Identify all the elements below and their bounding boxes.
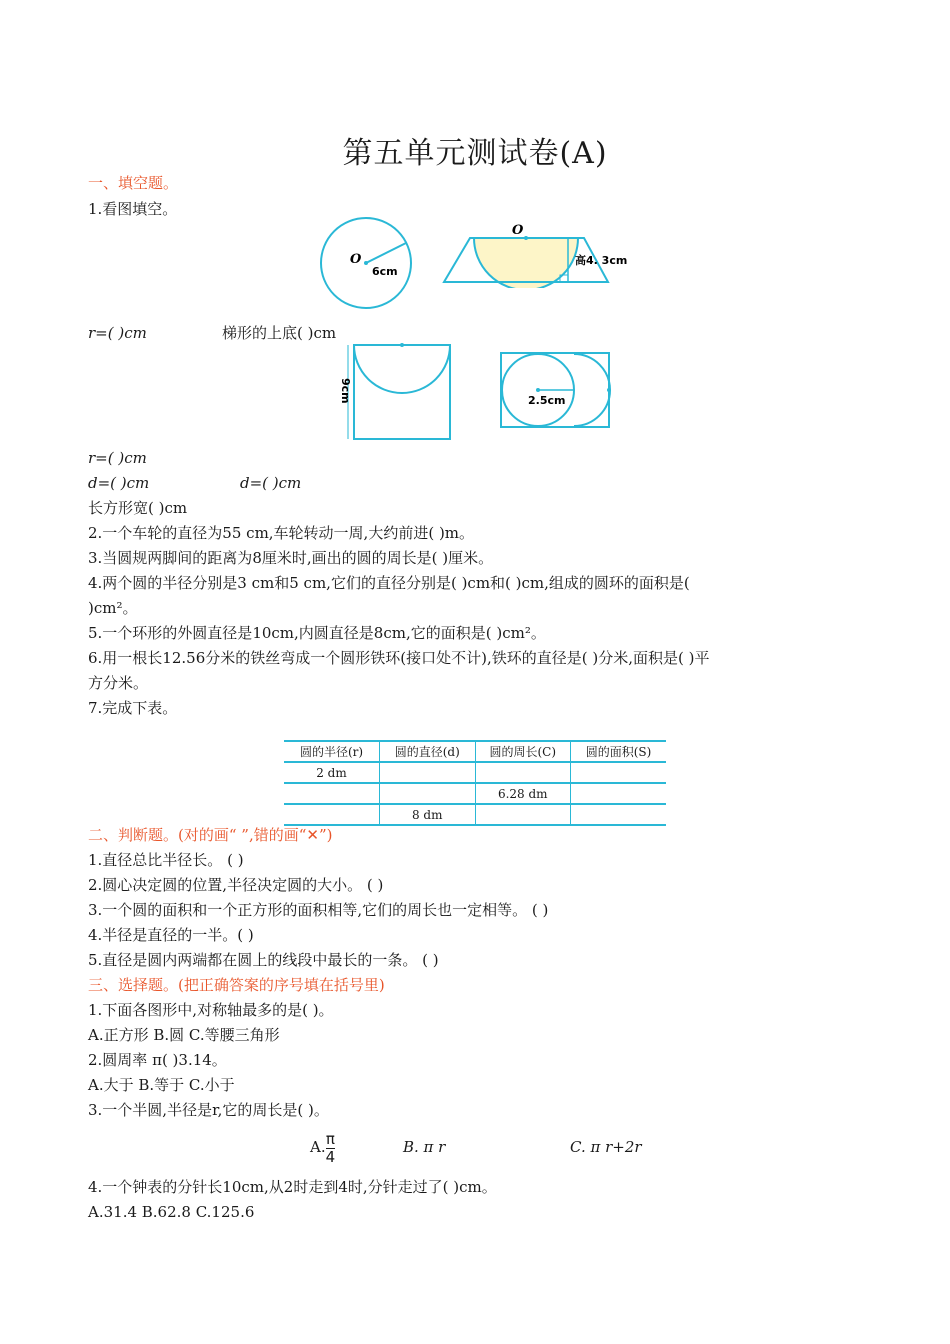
choice-question-3: 3.一个半圆,半径是r,它的周长是( )。 xyxy=(88,1101,329,1119)
side-label: 9cm xyxy=(339,378,352,404)
answer-r1: r=( )cm xyxy=(88,324,147,342)
table-cell xyxy=(284,783,380,804)
radius-label: 6cm xyxy=(372,265,398,278)
table-header: 圆的周长(C) xyxy=(475,741,571,762)
circle-table xyxy=(284,740,666,826)
fraction xyxy=(326,1131,336,1166)
page-title: 第五单元测试卷(A) xyxy=(342,136,608,171)
square-semicircle-figure xyxy=(336,340,456,442)
question-4-cont: )cm²。 xyxy=(88,599,138,617)
question-3: 3.当圆规两脚间的距离为8厘米时,画出的圆的周长是( )厘米。 xyxy=(88,549,494,567)
choice-option-3a xyxy=(310,1130,335,1166)
answer-trapezoid-top: 梯形的上底( )cm xyxy=(222,324,337,342)
table-cell xyxy=(475,762,571,783)
table-row xyxy=(284,783,666,804)
trapezoid-figure xyxy=(440,222,640,288)
question-6-cont: 方分米。 xyxy=(88,674,149,692)
answer-r2: r=( )cm xyxy=(88,449,147,467)
choice-options-1: A.正方形 B.圆 C.等腰三角形 xyxy=(88,1026,280,1044)
table-row xyxy=(284,804,666,825)
rectangle-circles-figure xyxy=(498,350,614,430)
judge-item-3: 3.一个圆的面积和一个正方形的面积相等,它们的周长也一定相等。 ( ) xyxy=(88,901,549,919)
circle-figure xyxy=(318,215,414,311)
question-1: 1.看图填空。 xyxy=(88,200,178,218)
table-cell: 6.28 dm xyxy=(475,783,571,804)
judge-item-2: 2.圆心决定圆的位置,半径决定圆的大小。 ( ) xyxy=(88,876,384,894)
table-cell: 8 dm xyxy=(380,804,476,825)
table-cell xyxy=(571,783,667,804)
question-5: 5.一个环形的外圆直径是10cm,内圆直径是8cm,它的面积是( )cm²。 xyxy=(88,624,546,642)
question-7: 7.完成下表。 xyxy=(88,699,178,717)
radius-label: 2.5cm xyxy=(528,394,566,407)
answer-d1: d=( )cm xyxy=(88,474,150,492)
table-cell xyxy=(475,804,571,825)
table-cell xyxy=(571,804,667,825)
section2-heading: 二、判断题。(对的画“ ”,错的画“✕”) xyxy=(88,826,333,844)
option-label: A. xyxy=(310,1138,326,1156)
judge-item-5: 5.直径是圆内两端都在圆上的线段中最长的一条。 ( ) xyxy=(88,951,439,969)
choice-question-2: 2.圆周率 π( )3.14。 xyxy=(88,1051,227,1069)
choice-option-3c: C. π r+2r xyxy=(570,1138,642,1156)
table-cell: 2 dm xyxy=(284,762,380,783)
choice-question-1: 1.下面各图形中,对称轴最多的是( )。 xyxy=(88,1001,334,1019)
question-6: 6.用一根长12.56分米的铁丝弯成一个圆形铁环(接口处不计),铁环的直径是( )分米,面积是( )平 xyxy=(88,649,710,667)
choice-options-4: A.31.4 B.62.8 C.125.6 xyxy=(88,1203,255,1221)
table-header: 圆的面积(S) xyxy=(571,741,667,762)
center-label: O xyxy=(350,252,362,267)
question-2: 2.一个车轮的直径为55 cm,车轮转动一周,大约前进( )m。 xyxy=(88,524,475,542)
table-cell xyxy=(380,783,476,804)
choice-options-2: A.大于 B.等于 C.小于 xyxy=(88,1076,235,1094)
answer-d2: d=( )cm xyxy=(240,474,302,492)
choice-option-3b: B. π r xyxy=(403,1138,446,1156)
judge-item-1: 1.直径总比半径长。 ( ) xyxy=(88,851,244,869)
table-header: 圆的半径(r) xyxy=(284,741,380,762)
table-row xyxy=(284,762,666,783)
table-header: 圆的直径(d) xyxy=(380,741,476,762)
section3-heading: 三、选择题。(把正确答案的序号填在括号里) xyxy=(88,976,385,994)
center-label: O xyxy=(512,223,524,238)
fraction-denominator: 4 xyxy=(325,1147,336,1166)
fraction-numerator: π xyxy=(325,1129,335,1148)
table-cell xyxy=(380,762,476,783)
table-cell xyxy=(284,804,380,825)
table-cell xyxy=(571,762,667,783)
question-4: 4.两个圆的半径分别是3 cm和5 cm,它们的直径分别是( )cm和( )cm,组成的圆环的面积是( xyxy=(88,574,690,592)
table-header-row xyxy=(284,741,666,762)
choice-question-4: 4.一个钟表的分针长10cm,从2时走到4时,分针走过了( )cm。 xyxy=(88,1178,497,1196)
answer-rect-width: 长方形宽( )cm xyxy=(88,499,188,517)
section1-heading: 一、填空题。 xyxy=(88,174,179,192)
judge-item-4: 4.半径是直径的一半。( ) xyxy=(88,926,254,944)
height-label: 高4. 3cm xyxy=(575,254,628,267)
